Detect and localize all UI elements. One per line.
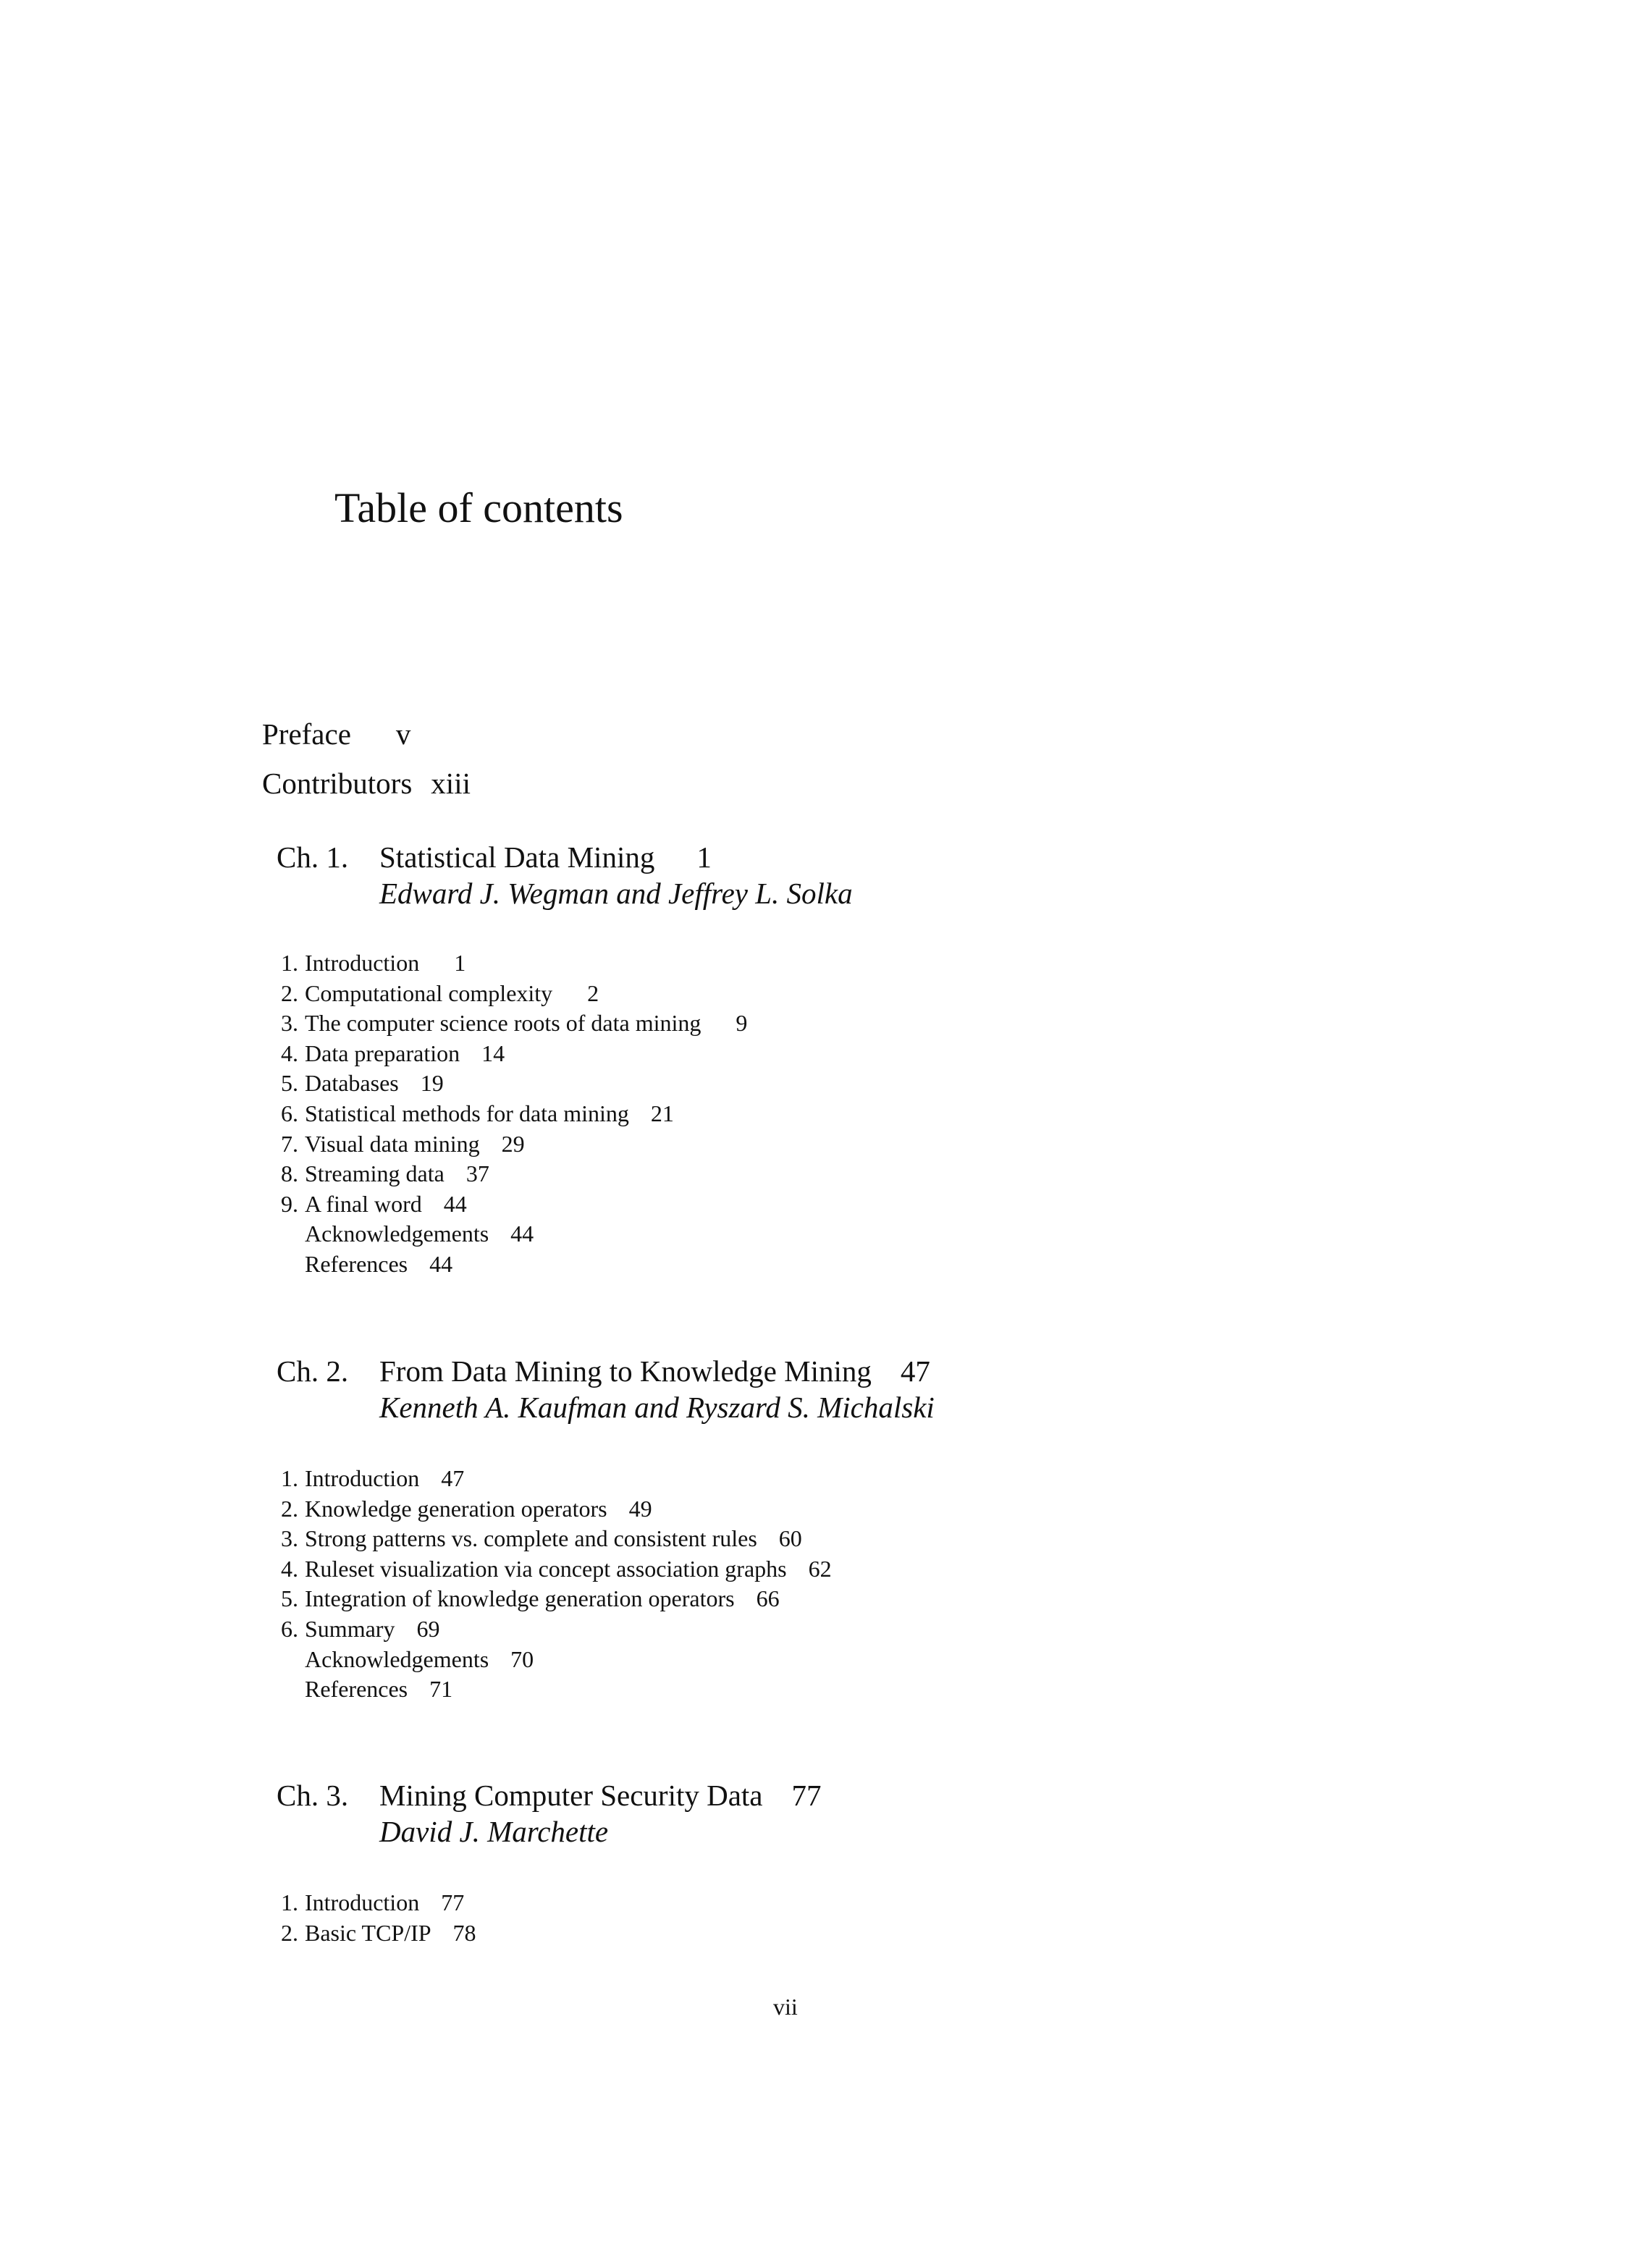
section-title: Streaming data: [305, 1160, 445, 1187]
section-page: 19: [420, 1070, 444, 1097]
section-entry: [305, 1646, 534, 1673]
chapter-authors-2: [0, 1390, 1626, 1426]
toc-section-row: [0, 950, 1626, 979]
toc-section-row: [0, 1251, 1626, 1280]
section-title: Acknowledgements: [305, 1645, 489, 1672]
section-page: 49: [628, 1495, 652, 1522]
section-page: 44: [510, 1221, 534, 1247]
toc-section-row: [0, 1221, 1626, 1249]
chapter-authors: Kenneth A. Kaufman and Ryszard S. Michalski: [379, 1391, 935, 1424]
section-title: Knowledge generation operators: [305, 1495, 607, 1522]
section-number: 3.: [281, 1525, 298, 1552]
section-title: Ruleset visualization via concept association graphs: [305, 1555, 787, 1582]
section-title: Strong patterns vs. complete and consistent rules: [305, 1525, 757, 1552]
section-page: 47: [441, 1465, 465, 1491]
front-matter-contributors: [262, 766, 471, 801]
section-page: 62: [808, 1555, 832, 1582]
chapter-authors-3: [0, 1814, 1626, 1850]
section-page: 21: [650, 1100, 674, 1126]
section-number: 6.: [281, 1100, 298, 1126]
chapter-title-line: [379, 840, 712, 874]
section-title: Visual data mining: [305, 1130, 480, 1157]
chapter-number: Ch. 1.: [277, 840, 349, 874]
section-number: 2.: [281, 1495, 298, 1522]
section-number: 2.: [281, 979, 298, 1006]
section-title: The computer science roots of data mining: [305, 1010, 702, 1037]
chapter-authors: David J. Marchette: [379, 1815, 609, 1848]
section-title: Data preparation: [305, 1040, 460, 1066]
chapter-heading-3: [0, 1778, 1626, 1814]
chapter-title: Mining Computer Security Data: [379, 1779, 763, 1812]
toc-section-row: [0, 1465, 1626, 1494]
toc-section-row: [0, 1070, 1626, 1099]
section-page: 78: [452, 1919, 476, 1946]
section-title: A final word: [305, 1190, 422, 1217]
chapter-page: 77: [791, 1779, 822, 1812]
chapter-heading-2: [0, 1354, 1626, 1390]
section-number: 4.: [281, 1040, 298, 1066]
toc-section-row: [0, 1616, 1626, 1645]
section-page: 77: [441, 1889, 465, 1915]
section-page: 2: [587, 979, 599, 1006]
toc-section-row: [0, 980, 1626, 1009]
section-title: Basic TCP/IP: [305, 1919, 431, 1946]
section-entry: [305, 1251, 452, 1278]
chapter-page: 47: [900, 1354, 930, 1388]
section-entry: [305, 1525, 802, 1552]
section-entry: [305, 1889, 464, 1916]
section-number: 4.: [281, 1555, 298, 1582]
section-entry: [305, 1131, 525, 1158]
chapter-number: Ch. 3.: [277, 1779, 349, 1812]
section-title: Introduction: [305, 950, 420, 976]
toc-section-row: [0, 1100, 1626, 1129]
chapter-title-line: [379, 1354, 930, 1388]
chapter-number: Ch. 2.: [277, 1354, 349, 1388]
section-page: 71: [429, 1676, 453, 1703]
section-entry: [305, 1585, 780, 1612]
section-number: 5.: [281, 1585, 298, 1612]
toc-section-row: [0, 1160, 1626, 1189]
section-title: Introduction: [305, 1465, 420, 1491]
section-page: 44: [443, 1190, 467, 1217]
toc-section-row: [0, 1131, 1626, 1160]
section-page: 29: [501, 1130, 525, 1157]
section-number: 8.: [281, 1160, 298, 1187]
section-entry: [305, 1616, 439, 1643]
section-page: 37: [466, 1160, 489, 1187]
toc-section-row: [0, 1191, 1626, 1220]
page-title: Table of contents: [334, 484, 623, 531]
page-number: vii: [773, 1994, 798, 2020]
section-entry: [305, 950, 466, 977]
chapter-heading-1: [0, 840, 1626, 876]
front-matter-page: xiii: [431, 767, 471, 800]
section-number: 6.: [281, 1616, 298, 1642]
toc-section-row: [0, 1676, 1626, 1705]
section-entry: [305, 1010, 747, 1037]
section-number: 3.: [281, 1010, 298, 1037]
toc-section-row: [0, 1496, 1626, 1525]
toc-section-row: [0, 1525, 1626, 1554]
section-number: 9.: [281, 1190, 298, 1217]
front-matter-label: Contributors: [262, 767, 413, 800]
section-number: 2.: [281, 1919, 298, 1946]
chapter-title-line: [379, 1778, 822, 1813]
section-title: Acknowledgements: [305, 1221, 489, 1247]
front-matter-label: Preface: [262, 717, 351, 751]
chapter-page: 1: [696, 840, 712, 874]
section-page: 60: [778, 1525, 802, 1552]
toc-section-row: [0, 1040, 1626, 1069]
section-entry: [305, 980, 599, 1007]
section-entry: [305, 1676, 452, 1703]
section-entry: [305, 1556, 832, 1582]
section-number: 1.: [281, 1465, 298, 1491]
section-entry: [305, 1040, 505, 1067]
chapter-title: Statistical Data Mining: [379, 840, 655, 874]
front-matter-preface: [262, 717, 410, 751]
section-entry: [305, 1221, 534, 1247]
toc-section-row: [0, 1010, 1626, 1039]
chapter-title: From Data Mining to Knowledge Mining: [379, 1354, 872, 1388]
section-entry: [305, 1100, 674, 1127]
section-number: 1.: [281, 1889, 298, 1915]
toc-section-row: [0, 1920, 1626, 1949]
chapter-authors: Edward J. Wegman and Jeffrey L. Solka: [379, 877, 853, 910]
section-entry: [305, 1920, 476, 1947]
section-page: 69: [416, 1616, 440, 1642]
section-title: References: [305, 1251, 408, 1277]
section-title: References: [305, 1676, 408, 1703]
toc-section-row: [0, 1556, 1626, 1585]
section-entry: [305, 1496, 652, 1522]
toc-section-row: [0, 1889, 1626, 1918]
section-page: 9: [736, 1010, 748, 1037]
section-page: 14: [481, 1040, 505, 1066]
section-number: 1.: [281, 950, 298, 976]
toc-section-row: [0, 1585, 1626, 1614]
section-title: Introduction: [305, 1889, 420, 1915]
section-entry: [305, 1160, 489, 1187]
toc-section-row: [0, 1646, 1626, 1675]
section-page: 44: [429, 1251, 453, 1277]
section-title: Integration of knowledge generation operators: [305, 1585, 735, 1612]
section-number: 5.: [281, 1070, 298, 1097]
section-title: Summary: [305, 1616, 395, 1642]
section-entry: [305, 1465, 464, 1492]
section-entry: [305, 1070, 444, 1097]
section-page: 1: [454, 950, 466, 976]
section-title: Computational complexity: [305, 979, 553, 1006]
section-entry: [305, 1191, 467, 1218]
section-title: Statistical methods for data mining: [305, 1100, 629, 1126]
chapter-authors-1: [0, 876, 1626, 912]
section-title: Databases: [305, 1070, 399, 1097]
section-number: 7.: [281, 1130, 298, 1157]
section-page: 70: [510, 1645, 534, 1672]
front-matter-page: v: [395, 717, 411, 751]
section-page: 66: [756, 1585, 780, 1612]
